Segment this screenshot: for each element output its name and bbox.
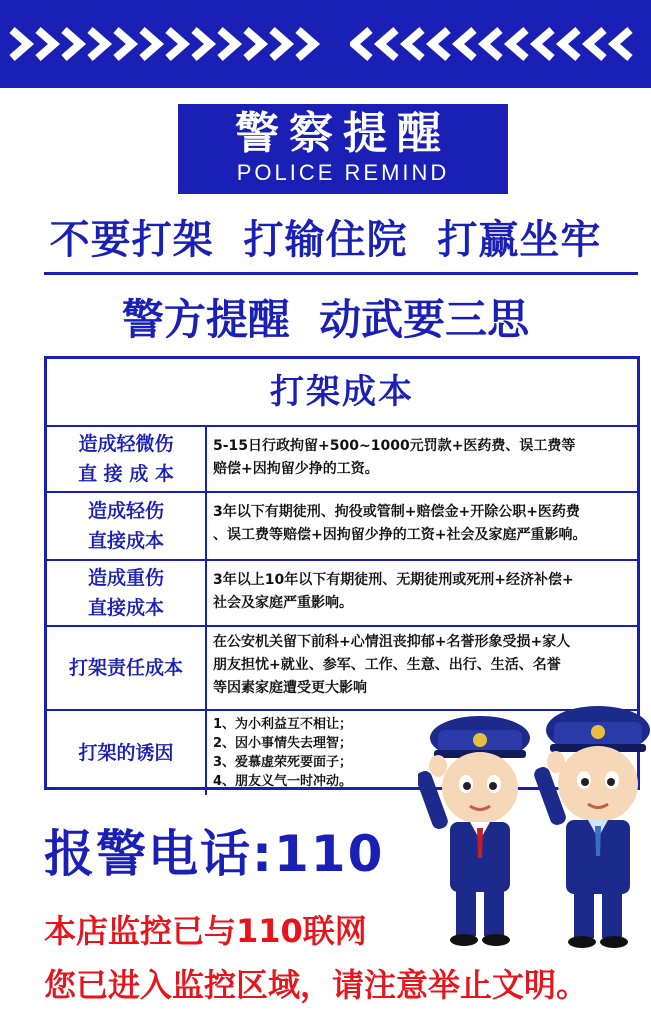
row-label-line: 直接成本 [87,530,164,552]
slogan-line-2: 警方提醒 动武要三思 [121,295,530,344]
divider [44,272,638,275]
police-officer-2 [532,706,650,948]
row-content-line: 朋友担忧+就业、参军、工作、生意、出行、生活、名誉 [213,657,561,673]
row-content-line: 3、爱慕虚荣死要面子； [213,755,353,770]
chevron-left-icons [350,22,650,66]
behavior-notice: 您已进入监控区域，请注意举止文明。 [44,966,589,1004]
table-row [47,627,637,711]
row-label [47,561,207,625]
row-content-line: 5-15日行政拘留+500~1000元罚款+医药费、误工费等 [213,438,576,454]
row-content-line: 赔偿+因拘留少挣的工资。 [213,461,379,477]
row-content-line: 1、为小利益互不相让； [213,717,353,732]
title-cn: 警察提醒 [235,108,451,159]
police-officer-illustration [418,700,651,960]
row-label [47,493,207,559]
row-content-line: 等因素家庭遭受更大影响 [213,680,367,696]
police-remind-title [178,104,508,194]
row-label-line: 造成重伤 [87,567,164,589]
police-hotline: 报警电话:110 [44,825,385,883]
table-row [47,493,637,561]
chevron-left-icon [350,22,650,66]
row-content-line: 社会及家庭严重影响。 [213,595,353,611]
title-en: POLICE REMIND [236,160,450,185]
row-content-line: 2、因小事情失去理智； [213,736,353,751]
row-content-line: 在公安机关留下前科+心情沮丧抑郁+名誉形象受损+家人 [213,634,571,650]
chevron-right-icons [8,22,328,66]
row-label-line: 造成轻微伤 [78,433,174,455]
row-content-line: 3年以下有期徒刑、拘役或管制+赔偿金+开除公职+医药费 [213,504,580,520]
slogan-line-1: 不要打架 打输住院 打赢坐牢 [49,217,602,263]
police-officer-1 [418,716,530,946]
row-label-line: 造成轻伤 [87,500,164,522]
row-label [47,627,207,709]
table-row [47,427,637,493]
row-content [207,627,637,709]
monitoring-notice: 本店监控已与110联网 [44,912,367,950]
row-label-line: 直 接 成 本 [78,463,174,485]
row-content [207,561,637,625]
row-label-line: 打架的诱因 [78,742,174,764]
row-content-line: 4、朋友义气一时冲动。 [213,774,353,789]
row-label-line: 打架责任成本 [68,657,183,679]
row-label [47,711,207,795]
table-row [47,561,637,627]
row-content [207,427,637,491]
row-label [47,427,207,491]
row-content [207,493,637,559]
top-banner [0,0,651,88]
row-content-line: 3年以上10年以下有期徒刑、无期徒刑或死刑+经济补偿+ [213,572,574,588]
table-title: 打架成本 [47,359,637,427]
row-content-line: 、误工费等赔偿+因拘留少挣的工资+社会及家庭严重影响。 [213,527,587,543]
row-label-line: 直接成本 [87,597,164,619]
chevron-right-icon [8,22,328,66]
